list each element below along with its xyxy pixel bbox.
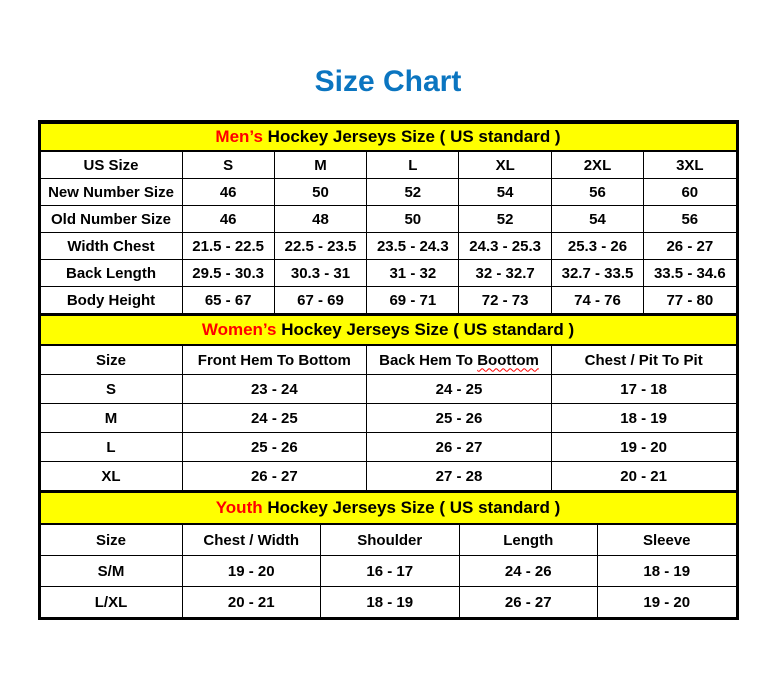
table-cell: 52 — [459, 206, 551, 233]
column-header: 3XL — [644, 151, 736, 179]
table-cell: 21.5 - 22.5 — [182, 233, 274, 260]
table-cell: 25.3 - 26 — [551, 233, 643, 260]
youth-header-row — [40, 524, 736, 556]
table-cell: 56 — [551, 179, 643, 206]
table-cell: 26 - 27 — [182, 462, 367, 491]
table-cell: 30.3 - 31 — [274, 260, 366, 287]
table-cell: 19 - 20 — [598, 587, 737, 618]
column-header: Sleeve — [598, 524, 737, 556]
table-cell: 48 — [274, 206, 366, 233]
table-cell: 16 - 17 — [321, 556, 460, 587]
column-header: 2XL — [551, 151, 643, 179]
table-cell: 31 - 32 — [367, 260, 459, 287]
table-cell: 32.7 - 33.5 — [551, 260, 643, 287]
table-cell: 60 — [644, 179, 736, 206]
table-row — [40, 233, 736, 260]
mens-banner-text: Hockey Jerseys Size ( US standard ) — [262, 127, 561, 146]
row-label: XL — [40, 462, 182, 491]
table-cell: 19 - 20 — [551, 433, 736, 462]
table-cell: 23 - 24 — [182, 375, 367, 404]
table-cell: 50 — [367, 206, 459, 233]
table-cell: 24 - 25 — [367, 375, 552, 404]
column-header: Back Hem To Boottom — [367, 345, 552, 375]
table-row — [40, 179, 736, 206]
table-cell: 23.5 - 24.3 — [367, 233, 459, 260]
table-row — [40, 433, 736, 462]
table-cell: 27 - 28 — [367, 462, 552, 491]
table-cell: 26 - 27 — [644, 233, 736, 260]
column-header: L — [367, 151, 459, 179]
table-cell: 20 - 21 — [182, 587, 321, 618]
mens-size-table — [40, 122, 737, 314]
mens-header-row — [40, 151, 736, 179]
column-header: Chest / Width — [182, 524, 321, 556]
row-label: Width Chest — [40, 233, 182, 260]
page-title: Size Chart — [314, 65, 462, 98]
womens-header-row — [40, 345, 736, 375]
womens-banner-highlight: Women’s — [201, 320, 277, 339]
row-label: Back Length — [40, 260, 182, 287]
table-cell: 46 — [182, 206, 274, 233]
table-row — [40, 375, 736, 404]
table-cell: 54 — [551, 206, 643, 233]
table-cell: 18 - 19 — [598, 556, 737, 587]
column-header: Size — [40, 524, 182, 556]
column-header: M — [274, 151, 366, 179]
table-cell: 29.5 - 30.3 — [182, 260, 274, 287]
table-row — [40, 206, 736, 233]
mens-banner-cell — [40, 123, 736, 151]
table-row — [40, 587, 736, 618]
row-label: S/M — [40, 556, 182, 587]
table-cell: 33.5 - 34.6 — [644, 260, 736, 287]
mens-banner-highlight: Men’s — [215, 127, 263, 146]
row-label: M — [40, 404, 182, 433]
row-label: New Number Size — [40, 179, 182, 206]
column-header: S — [182, 151, 274, 179]
youth-section-banner — [40, 492, 736, 524]
womens-banner-text: Hockey Jerseys Size ( US standard ) — [276, 320, 575, 339]
row-label: Old Number Size — [40, 206, 182, 233]
table-cell: 65 - 67 — [182, 287, 274, 314]
row-label: L — [40, 433, 182, 462]
table-cell: 22.5 - 23.5 — [274, 233, 366, 260]
table-cell: 26 - 27 — [459, 587, 598, 618]
table-cell: 72 - 73 — [459, 287, 551, 314]
table-cell: 74 - 76 — [551, 287, 643, 314]
table-row — [40, 556, 736, 587]
table-cell: 25 - 26 — [367, 404, 552, 433]
column-header: Front Hem To Bottom — [182, 345, 367, 375]
table-cell: 50 — [274, 179, 366, 206]
row-label: Body Height — [40, 287, 182, 314]
table-row — [40, 260, 736, 287]
column-header: Chest / Pit To Pit — [551, 345, 736, 375]
table-cell: 77 - 80 — [644, 287, 736, 314]
mens-section-banner — [40, 123, 736, 151]
table-cell: 54 — [459, 179, 551, 206]
table-cell: 25 - 26 — [182, 433, 367, 462]
table-row — [40, 462, 736, 491]
table-cell: 24.3 - 25.3 — [459, 233, 551, 260]
column-header: Shoulder — [321, 524, 460, 556]
table-cell: 52 — [367, 179, 459, 206]
table-cell: 18 - 19 — [551, 404, 736, 433]
size-chart-table — [38, 120, 739, 620]
table-cell: 26 - 27 — [367, 433, 552, 462]
table-cell: 69 - 71 — [367, 287, 459, 314]
table-cell: 24 - 26 — [459, 556, 598, 587]
column-header: Size — [40, 345, 182, 375]
column-header: XL — [459, 151, 551, 179]
youth-banner-text: Hockey Jerseys Size ( US standard ) — [262, 498, 561, 517]
youth-size-table — [40, 491, 737, 618]
misspelled-word: Boottom — [477, 351, 539, 369]
table-cell: 18 - 19 — [321, 587, 460, 618]
row-label: L/XL — [40, 587, 182, 618]
table-cell: 20 - 21 — [551, 462, 736, 491]
table-cell: 56 — [644, 206, 736, 233]
row-label: S — [40, 375, 182, 404]
youth-banner-cell — [40, 492, 736, 524]
table-cell: 46 — [182, 179, 274, 206]
column-header: Length — [459, 524, 598, 556]
table-row — [40, 287, 736, 314]
table-cell: 32 - 32.7 — [459, 260, 551, 287]
table-cell: 17 - 18 — [551, 375, 736, 404]
table-cell: 19 - 20 — [182, 556, 321, 587]
column-header: US Size — [40, 151, 182, 179]
youth-banner-highlight: Youth — [215, 498, 263, 517]
womens-size-table — [40, 314, 737, 491]
table-row — [40, 404, 736, 433]
womens-section-banner — [40, 315, 736, 345]
table-cell: 24 - 25 — [182, 404, 367, 433]
womens-banner-cell — [40, 315, 736, 345]
table-cell: 67 - 69 — [274, 287, 366, 314]
